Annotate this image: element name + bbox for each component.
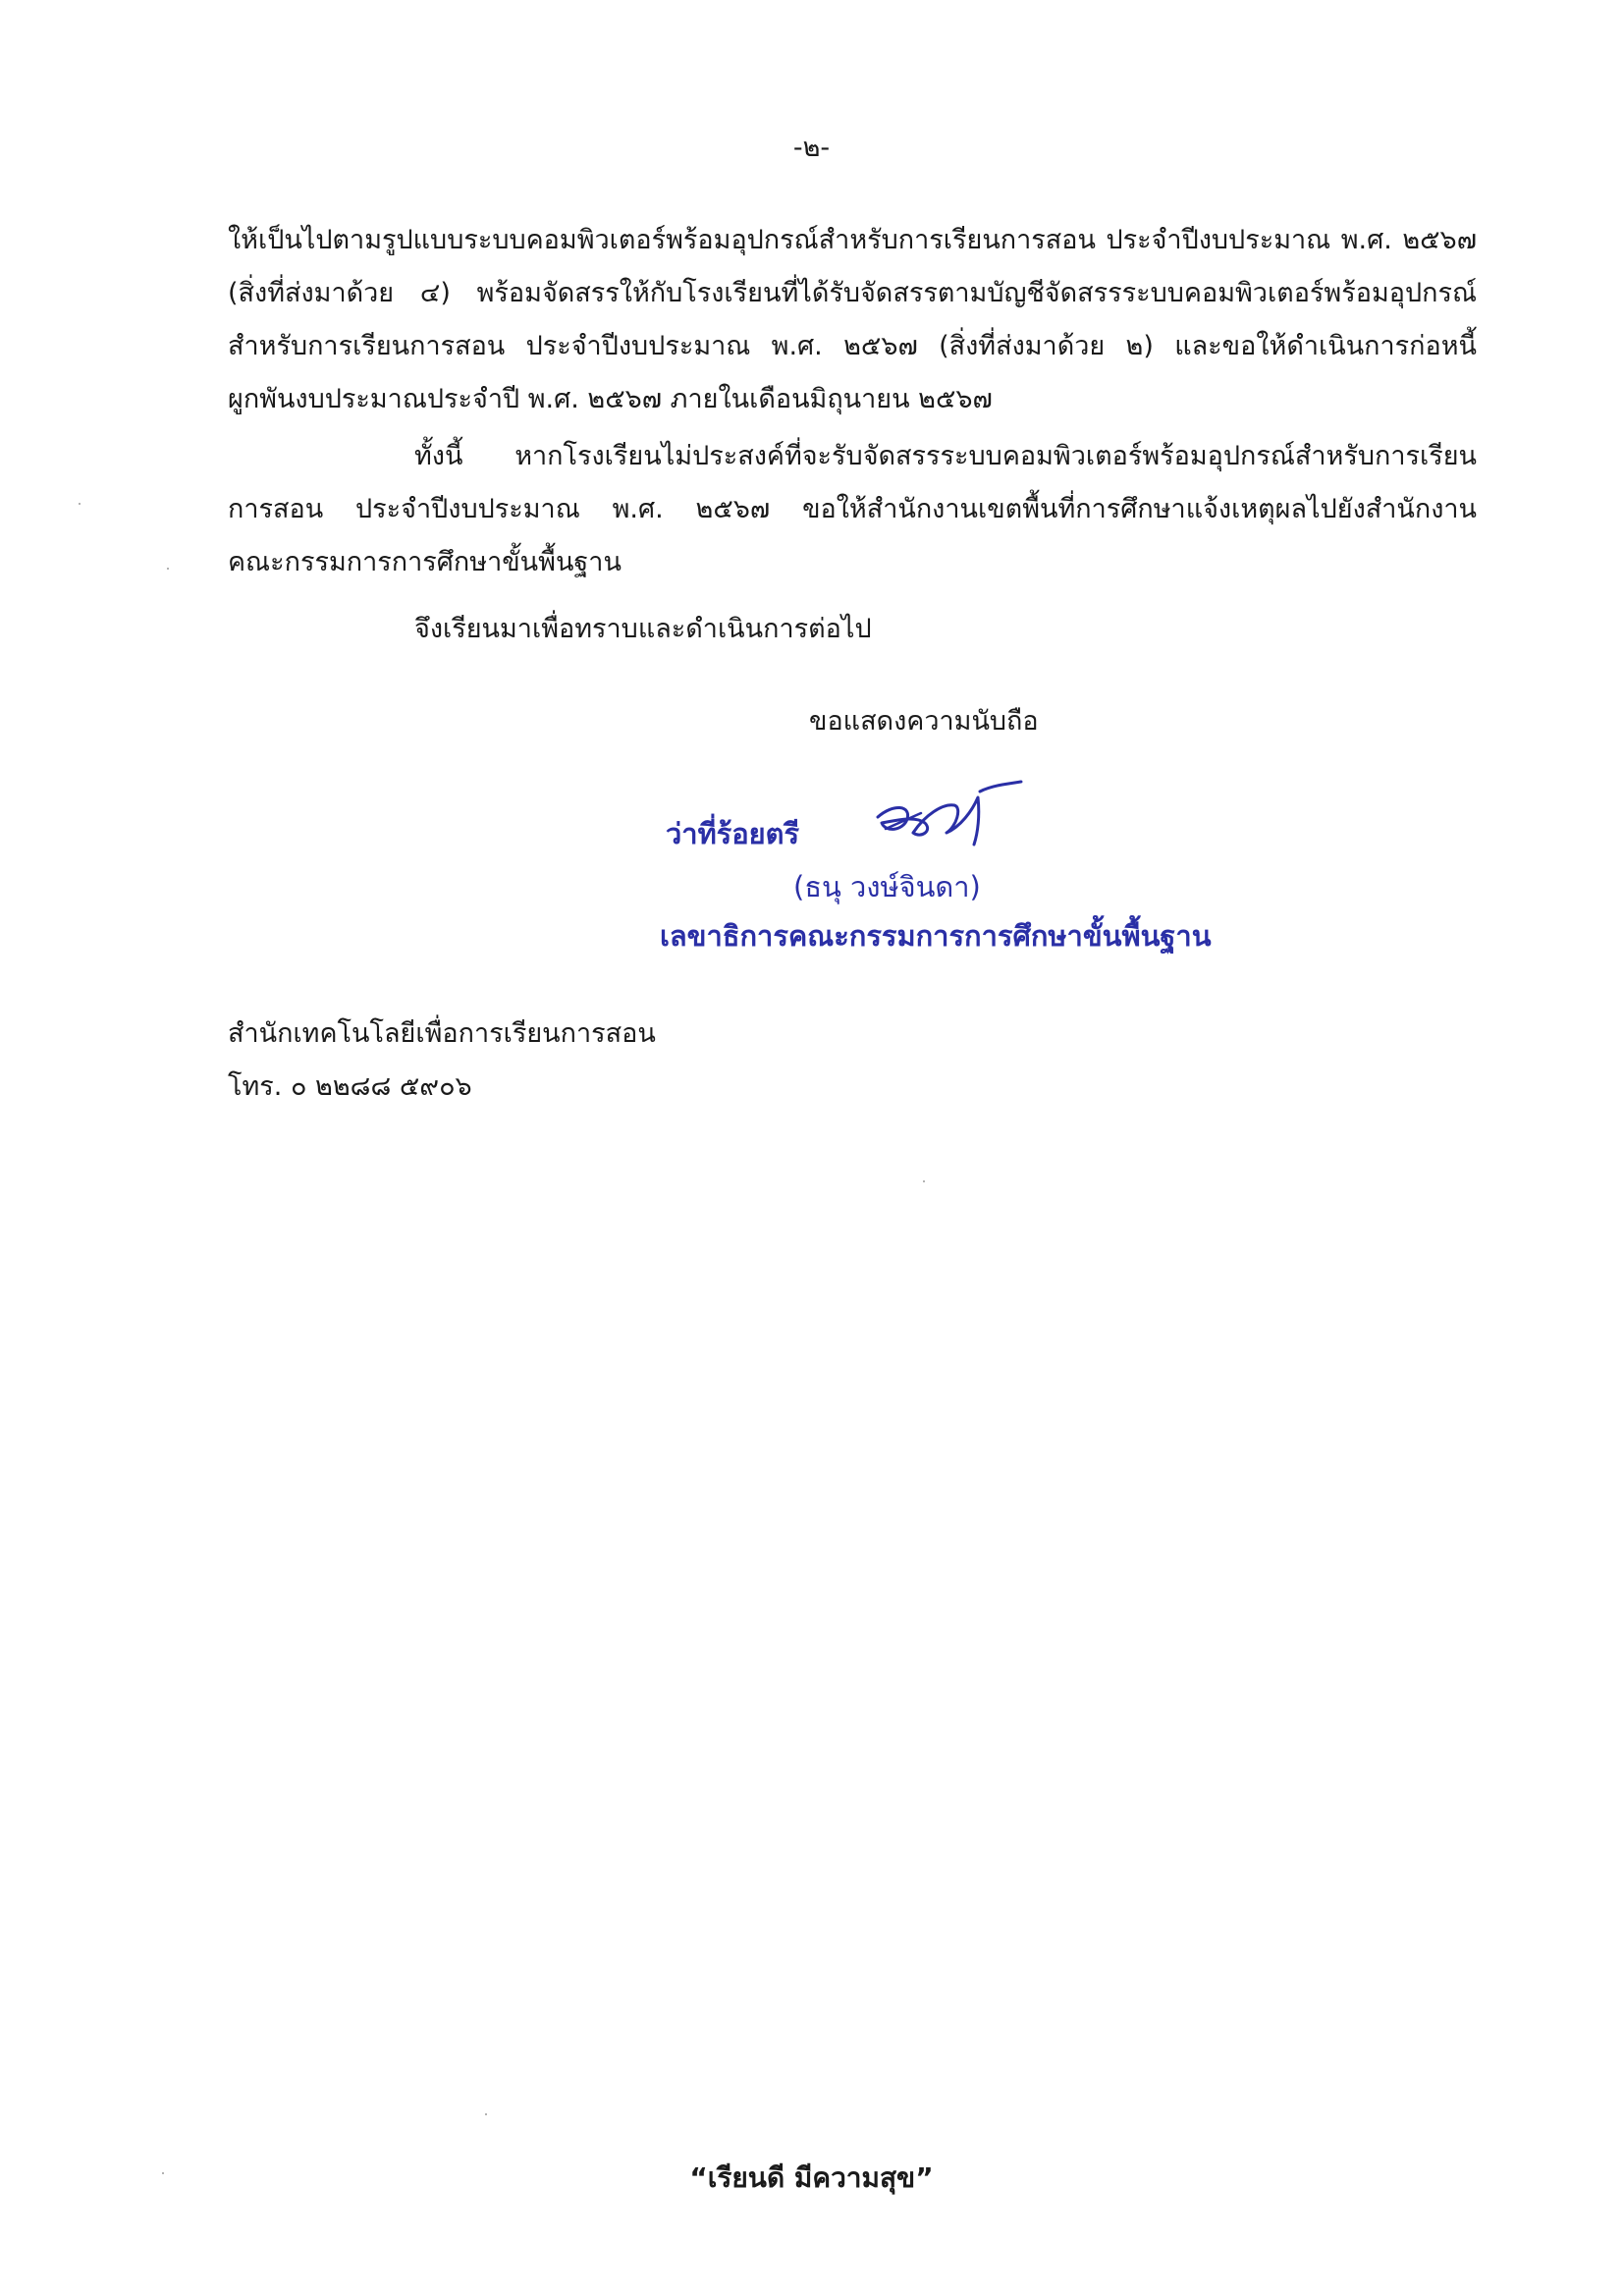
signatory-title: เลขาธิการคณะกรรมการการศึกษาขั้นพื้นฐาน (660, 919, 1212, 953)
paragraph-1-line: สำหรับการเรียนการสอน ประจำปีงบประมาณ พ.ศ. ๒๕๖๗ (สิ่งที่ส่งมาด้วย ๒) และขอให้ดำเนินการก่อหนี้ (228, 331, 1477, 361)
signatory-rank: ว่าที่ร้อยตรี (666, 817, 800, 850)
paragraph-1-line: ให้เป็นไปตามรูปแบบระบบคอมพิวเตอร์พร้อมอุปกรณ์สำหรับการเรียนการสอน ประจำปีงบประมาณ พ.ศ. ๒๕๖๗ (228, 225, 1477, 255)
paragraph-1-line: ผูกพันงบประมาณประจำปี พ.ศ. ๒๕๖๗ ภายในเดือนมิถุนายน ๒๕๖๗ (228, 384, 993, 414)
paragraph-2 (228, 430, 1477, 589)
paragraph-1 (228, 214, 1477, 426)
handwritten-signature (864, 776, 1031, 864)
office-name: สำนักเทคโนโลยีเพื่อการเรียนการสอน (228, 1018, 656, 1049)
paragraph-2-line: ทั้งนี้ หากโรงเรียนไม่ประสงค์ที่จะรับจัดสรรระบบคอมพิวเตอร์พร้อมอุปกรณ์สำหรับการเรียน (414, 441, 1477, 471)
motto: “เรียนดี มีความสุข” (689, 2161, 934, 2194)
paragraph-2-line: คณะกรรมการการศึกษาขั้นพื้นฐาน (228, 547, 622, 577)
page-number: -๒- (792, 133, 831, 163)
signatory-name: (ธนุ วงษ์จินดา) (793, 870, 981, 903)
paragraph-1-line: (สิ่งที่ส่งมาด้วย ๔) พร้อมจัดสรรให้กับโรงเรียนที่ได้รับจัดสรรตามบัญชีจัดสรรระบบคอมพิวเตอร์พร้อมอุปกรณ์ (228, 278, 1477, 308)
closing-sentence: จึงเรียนมาเพื่อทราบและดำเนินการต่อไป (414, 614, 872, 644)
scan-speck (162, 2172, 164, 2174)
office-contact (228, 1008, 656, 1114)
scan-speck (485, 2113, 487, 2115)
regards-line: ขอแสดงความนับถือ (809, 706, 1039, 737)
paragraph-2-line: การสอน ประจำปีงบประมาณ พ.ศ. ๒๕๖๗ ขอให้สำนักงานเขตพื้นที่การศึกษาแจ้งเหตุผลไปยังสำนักงาน (228, 494, 1477, 524)
office-phone: โทร. ๐ ๒๒๘๘ ๕๙๐๖ (228, 1071, 472, 1102)
scan-speck (79, 503, 81, 505)
scan-speck (923, 1180, 925, 1182)
scan-speck (167, 568, 169, 570)
